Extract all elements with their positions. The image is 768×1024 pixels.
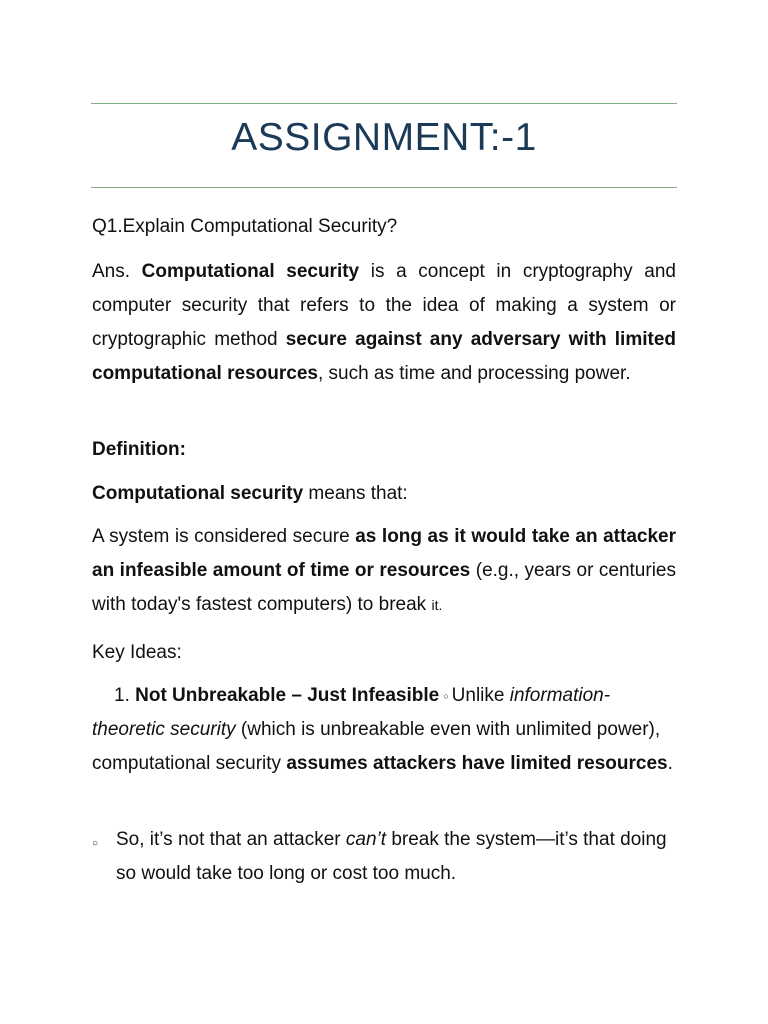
bullet-point: [116, 823, 676, 891]
question-text: Q1.Explain Computational Security?: [92, 216, 398, 237]
definition-body-text-2: (e.g., years or centuries with today's fastest computers) to break: [92, 560, 676, 615]
definition-line-text: means that:: [303, 483, 408, 504]
answer-paragraph: [92, 255, 676, 391]
definition-body: [92, 520, 676, 622]
answer-prefix: Ans.: [92, 261, 142, 282]
key-ideas-heading-text: Key Ideas:: [92, 642, 182, 663]
item-text-2: (which is unbreakable even with unlimited power), computational security: [92, 719, 661, 775]
bullet-italic: can’t: [345, 829, 387, 850]
key-idea-item-1: [92, 679, 676, 781]
item-bold-title: Not Unbreakable – Just Infeasible: [135, 685, 440, 707]
question-line: [92, 210, 676, 244]
top-rule: [91, 103, 677, 104]
definition-heading: [92, 433, 676, 467]
hollow-circle-bullet-icon: ○: [443, 691, 449, 701]
definition-body-bold: as long as it would take an attacker an infeasible amount of time or resources: [92, 526, 676, 581]
item-italic: information-theoretic security: [92, 685, 611, 741]
answer-text-2: , such as time and processing power.: [317, 363, 631, 384]
bullet-text-2: break the system—it’s that doing so would take too long or cost too much.: [116, 829, 667, 884]
bottom-rule: [91, 187, 677, 188]
item-text-1: Unlike: [451, 685, 510, 707]
page-title: ASSIGNMENT:-1: [231, 116, 537, 159]
item-bold-2: assumes attackers have limited resources: [286, 753, 668, 775]
key-ideas-heading: [92, 636, 676, 670]
definition-body-small: it.: [431, 597, 443, 613]
hollow-circle-bullet-icon: ○: [92, 838, 99, 849]
definition-bold-term: Computational security: [92, 483, 304, 504]
answer-bold-phrase: secure against any adversary with limited computational resources: [92, 329, 677, 384]
definition-heading-text: Definition:: [92, 439, 186, 460]
answer-bold-term: Computational security: [141, 261, 360, 282]
item-text-3: .: [667, 753, 673, 775]
definition-body-text-1: A system is considered secure: [92, 526, 356, 547]
bullet-text-1: So, it’s not that an attacker: [116, 829, 346, 850]
definition-line: [92, 477, 676, 511]
item-number: 1.: [114, 685, 136, 707]
answer-text-1: is a concept in cryptography and computer security that refers to the idea of making a system or cryptographic method: [92, 261, 676, 350]
